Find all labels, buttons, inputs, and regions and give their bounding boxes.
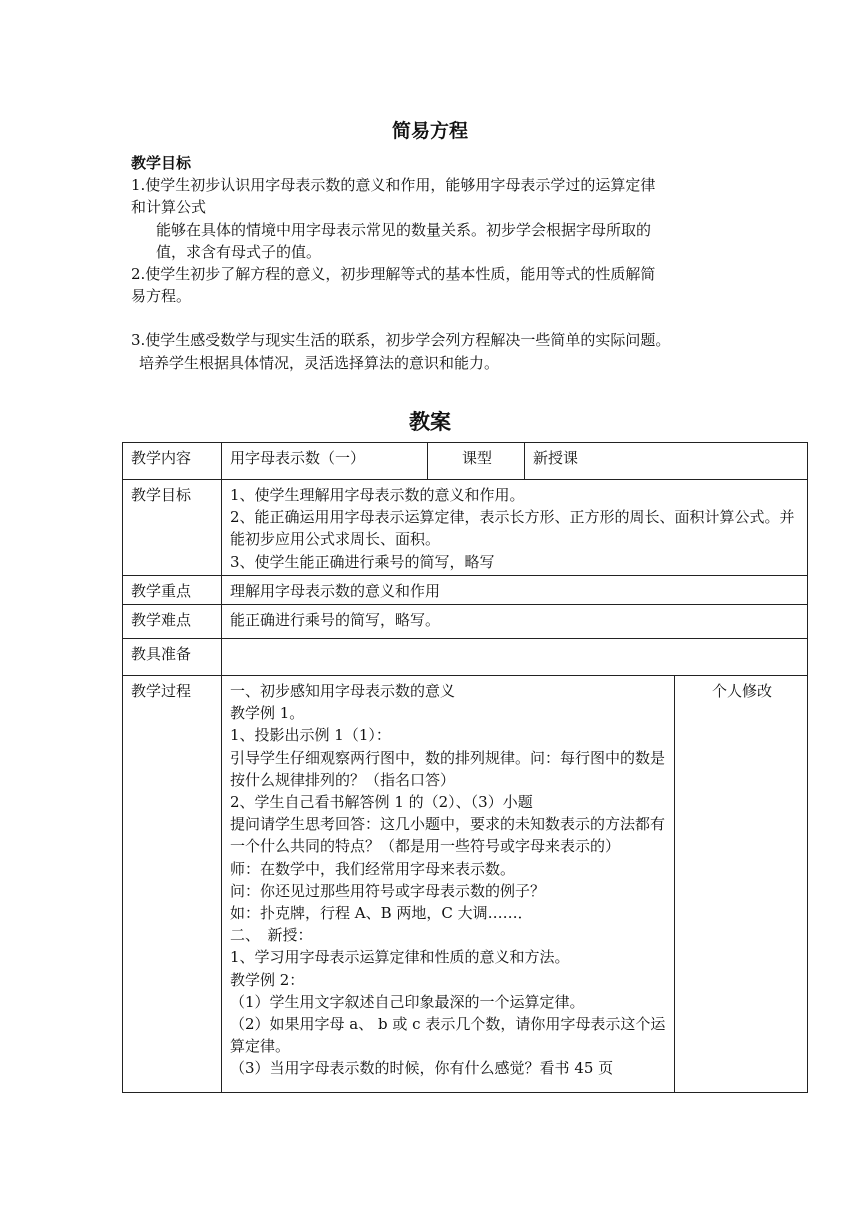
objective-line: 1.使学生初步认识用字母表示数的意义和作用，能够用字母表示学过的运算定律 (131, 176, 656, 195)
process-line: 2、学生自己看书解答例 1 的（2）、（3）小题 (230, 793, 533, 812)
objectives-section (131, 152, 741, 374)
process-line: 引导学生仔细观察两行图中，数的排列规律。问：每行图中的数是按什么规律排列的？（指名口答） (230, 748, 666, 789)
process-line: （1）学生用文字叙述自己印象最深的一个运算定律。 (230, 992, 585, 1011)
goal-line: 3、使学生能正确进行乘号的简写，略写 (230, 552, 495, 571)
table-row (123, 480, 808, 576)
spacer (131, 307, 741, 329)
objective-line: 和计算公式 (131, 198, 207, 217)
type-label: 课型 (428, 443, 525, 480)
process-label: 教学过程 (123, 676, 222, 1093)
process-line: 如：扑克牌，行程 A、B 两地，C 大调……． (230, 904, 533, 923)
objectives-heading: 教学目标 (131, 154, 192, 172)
process-line: （2）如果用字母 a、 b 或 c 表示几个数，请你用字母表示这个运算定律。 (230, 1015, 666, 1056)
table-row (123, 443, 808, 480)
content-label: 教学内容 (123, 443, 222, 480)
process-line: 提问请学生思考回答：这几小题中，要求的未知数表示的方法都有一个什么共同的特点？（都是用一些符号或字母来表示的） (230, 815, 666, 856)
process-line: 二、 新授： (230, 926, 313, 945)
table-row (123, 575, 808, 604)
goal-value (222, 480, 808, 576)
type-value: 新授课 (525, 443, 808, 480)
process-line: 一、初步感知用字母表示数的意义 (230, 682, 456, 701)
content-value: 用字母表示数（一） (222, 443, 428, 480)
process-line: 师：在数学中，我们经常用字母来表示数。 (230, 859, 516, 878)
table-row (123, 639, 808, 676)
key-value: 理解用字母表示数的意义和作用 (222, 575, 808, 604)
process-line: 1、学习用字母表示运算定律和性质的意义和方法。 (230, 948, 570, 967)
objective-line: 2.使学生初步了解方程的意义，初步理解等式的基本性质，能用等式的性质解简 (131, 265, 656, 284)
key-label: 教学重点 (123, 575, 222, 604)
process-line: 1、投影出示例 1（1）： (230, 726, 391, 745)
process-line: 教学例 1。 (230, 704, 305, 723)
goal-line: 2、能正确运用用字母表示运算定律，表示长方形、正方形的周长、面积计算公式。并能初步应用公式求周长、面积。 (230, 508, 795, 549)
process-line: （3）当用字母表示数的时候，你有什么感觉？看书 45 页 (230, 1059, 614, 1078)
tools-label: 教具准备 (123, 639, 222, 676)
objective-line: 3.使学生感受数学与现实生活的联系，初步学会列方程解决一些简单的实际问题。 (131, 331, 671, 350)
document-title: 简易方程 (391, 120, 468, 142)
objective-line: 能够在具体的情境中用字母表示常见的数量关系。初步学会根据字母所取的 (156, 220, 652, 239)
difficulty-value: 能正确进行乘号的简写，略写。 (222, 605, 808, 639)
lesson-plan-table (122, 442, 808, 1093)
process-line: 教学例 2： (230, 970, 305, 989)
table-row (123, 605, 808, 639)
objective-line: 值，求含有母式子的值。 (156, 242, 322, 261)
goal-label: 教学目标 (123, 480, 222, 576)
process-content (222, 676, 675, 1093)
goal-line: 1、使学生理解用字母表示数的意义和作用。 (230, 486, 525, 504)
objective-line: 培养学生根据具体情况，灵活选择算法的意识和能力。 (139, 353, 500, 372)
table-row (123, 676, 808, 1093)
lesson-plan-title: 教案 (409, 409, 451, 434)
difficulty-label: 教学难点 (123, 605, 222, 639)
tools-value (222, 639, 808, 676)
notes-label: 个人修改 (675, 676, 808, 1093)
process-line: 问：你还见过那些用符号或字母表示数的例子？ (230, 881, 546, 900)
objective-line: 易方程。 (131, 287, 192, 306)
